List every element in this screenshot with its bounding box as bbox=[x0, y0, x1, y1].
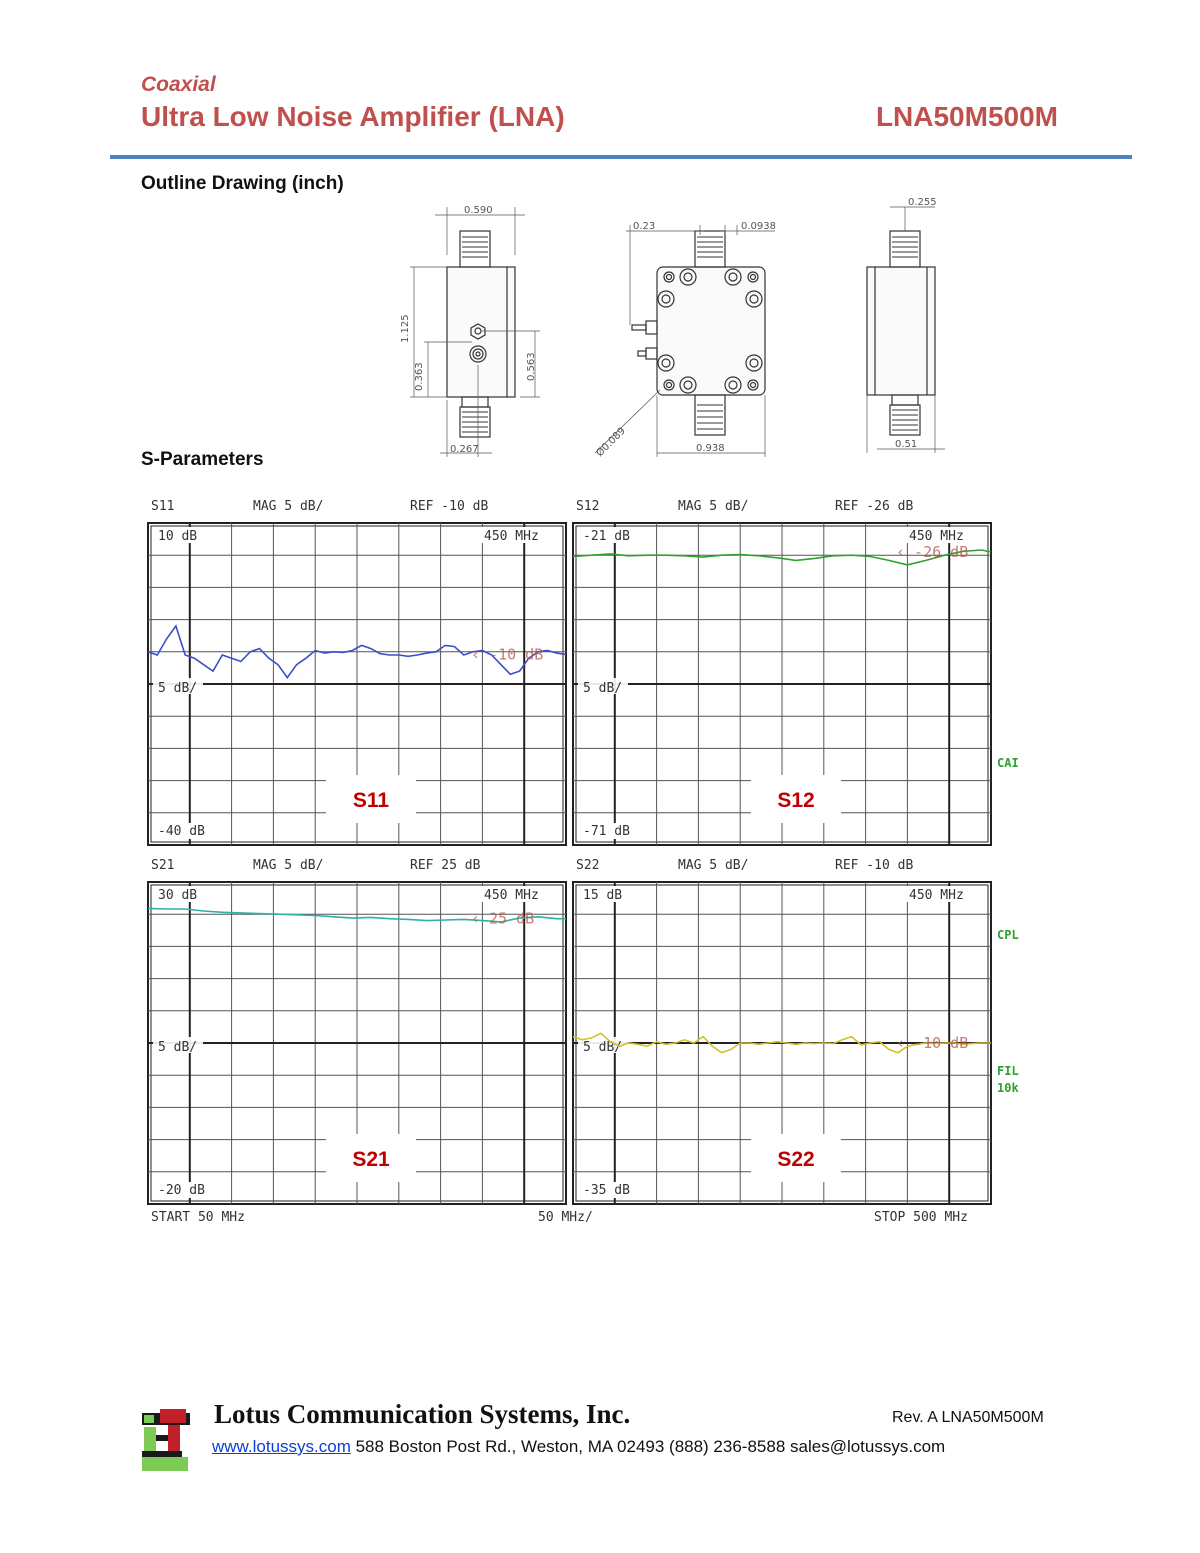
plot-freq-s12: 450 MHz bbox=[909, 529, 964, 544]
dim-side-width: 0.51 bbox=[895, 439, 918, 450]
dim-front-conn: 0.267 bbox=[450, 444, 479, 455]
plot-scale-s21: MAG 5 dB/ bbox=[253, 858, 324, 873]
footer-address: 588 Boston Post Rd., Weston, MA 02493 (888) 236-8588 sales@lotussys.com bbox=[350, 1437, 946, 1456]
plot-mid-s21: 5 dB/ bbox=[158, 1040, 198, 1055]
plot-ref-s22: REF -10 dB bbox=[835, 858, 914, 873]
ref-marker-s21: ‹ 25 dB bbox=[471, 909, 535, 928]
website-link[interactable]: www.lotussys.com bbox=[212, 1437, 351, 1456]
plot-scale-s11: MAG 5 dB/ bbox=[253, 499, 324, 514]
sparam-plots bbox=[140, 495, 1040, 1230]
dim-front-width: 0.590 bbox=[464, 205, 493, 216]
front-view bbox=[410, 207, 540, 457]
header-rule bbox=[110, 155, 1132, 159]
plot-mid-s12: 5 dB/ bbox=[583, 681, 623, 696]
footer-rev: Rev. A LNA50M500M bbox=[892, 1409, 1044, 1426]
plot-bottom-s11: -40 dB bbox=[158, 824, 205, 839]
plot-top-s21: 30 dB bbox=[158, 888, 198, 903]
plot-mid-s11: 5 dB/ bbox=[158, 681, 198, 696]
plot-ref-s12: REF -26 dB bbox=[835, 499, 914, 514]
plot-freq-s22: 450 MHz bbox=[909, 888, 964, 903]
plot-top-s11: 10 dB bbox=[158, 529, 198, 544]
plot-top-s22: 15 dB bbox=[583, 888, 623, 903]
dim-front-height: 1.125 bbox=[400, 314, 411, 343]
top-view bbox=[594, 225, 775, 460]
plot-label-s21: S21 bbox=[352, 1148, 390, 1171]
plot-freq-s21: 450 MHz bbox=[484, 888, 539, 903]
plot-label-s11: S11 bbox=[352, 789, 390, 812]
header-title: Ultra Low Noise Amplifier (LNA) bbox=[141, 101, 565, 132]
plot-label-s12: S12 bbox=[777, 789, 815, 812]
section-sparams-title: S-Parameters bbox=[141, 449, 264, 470]
dim-side-top: 0.255 bbox=[908, 197, 937, 208]
plot-title-s11: S11 bbox=[151, 499, 175, 514]
footer-company: Lotus Communication Systems, Inc. bbox=[214, 1399, 631, 1429]
plot-freq-s11: 450 MHz bbox=[484, 529, 539, 544]
vna-stop: STOP 500 MHz bbox=[874, 1210, 968, 1225]
vna-start: START 50 MHz bbox=[151, 1210, 245, 1225]
ref-marker-s22: ‹ -10 dB bbox=[896, 1034, 969, 1052]
plot-top-s12: -21 dB bbox=[583, 529, 630, 544]
dim-front-mid: 0.563 bbox=[526, 352, 537, 381]
dim-top-width: 0.938 bbox=[696, 443, 725, 454]
plot-title-s21: S21 bbox=[151, 858, 175, 873]
dim-hole: Ø0.089 bbox=[594, 425, 628, 460]
plot-s21 bbox=[148, 858, 566, 1204]
plot-ref-s21: REF 25 dB bbox=[410, 858, 481, 873]
side-10k: 10k bbox=[997, 1081, 1019, 1095]
plot-s11 bbox=[148, 499, 566, 845]
plot-mid-s22: 5 dB/ bbox=[583, 1040, 623, 1055]
ref-marker-s11: ‹ -10 dB bbox=[471, 645, 544, 664]
plot-bottom-s21: -20 dB bbox=[158, 1183, 205, 1198]
side-view bbox=[867, 207, 945, 453]
plot-scale-s22: MAG 5 dB/ bbox=[678, 858, 749, 873]
plot-s22 bbox=[573, 858, 991, 1204]
plot-bottom-s22: -35 dB bbox=[583, 1183, 630, 1198]
plot-bottom-s12: -71 dB bbox=[583, 824, 630, 839]
side-cai: CAI bbox=[997, 756, 1019, 770]
outline-drawing bbox=[390, 195, 970, 465]
plot-scale-s12: MAG 5 dB/ bbox=[678, 499, 749, 514]
lotus-logo-icon bbox=[140, 1405, 192, 1473]
plot-s12 bbox=[573, 499, 991, 845]
side-cpl: CPL bbox=[997, 928, 1019, 942]
dim-front-low: 0.363 bbox=[414, 362, 425, 391]
header-part-number: LNA50M500M bbox=[875, 101, 1058, 132]
plot-title-s12: S12 bbox=[576, 499, 600, 514]
plot-title-s22: S22 bbox=[576, 858, 600, 873]
ref-marker-s12: ‹ -26 dB bbox=[896, 542, 969, 561]
side-fil: FIL bbox=[997, 1064, 1019, 1078]
plot-ref-s11: REF -10 dB bbox=[410, 499, 489, 514]
section-outline-title: Outline Drawing (inch) bbox=[141, 173, 344, 194]
header-subtitle: Coaxial bbox=[141, 73, 216, 96]
vna-span: 50 MHz/ bbox=[538, 1210, 593, 1225]
dim-top-left: 0.23 bbox=[633, 221, 656, 232]
dim-top-right: 0.0938 bbox=[741, 221, 776, 232]
plot-label-s22: S22 bbox=[777, 1148, 815, 1171]
footer-address-line bbox=[212, 1437, 945, 1457]
